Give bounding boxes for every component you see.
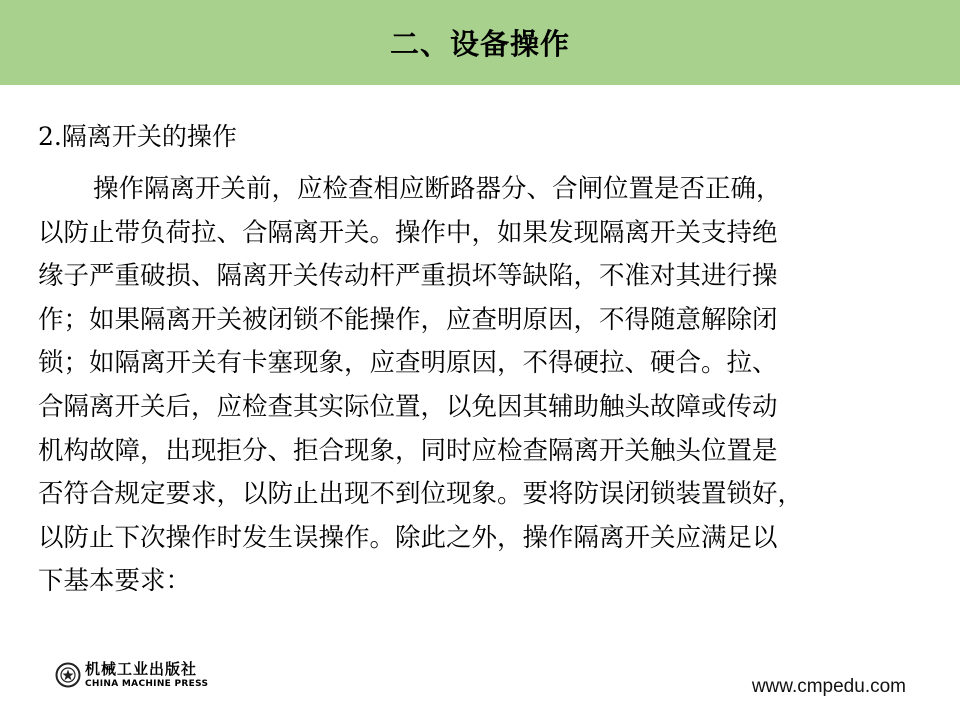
paragraph-line: 以防止带负荷拉、合隔离开关。操作中，如果发现隔离开关支持绝 xyxy=(38,217,778,248)
paragraph-line: 下基本要求： xyxy=(38,566,192,597)
paragraph-line: 以防止下次操作时发生误操作。除此之外，操作隔离开关应满足以 xyxy=(38,522,778,553)
publisher-name-cn: 机械工业出版社 xyxy=(85,660,198,678)
page-title: 二、设备操作 xyxy=(389,27,570,61)
paragraph-line: 作；如果隔离开关被闭锁不能操作，应查明原因，不得随意解除闭 xyxy=(38,304,778,335)
publisher-emblem-icon xyxy=(55,662,81,688)
paragraph-line: 机构故障，出现拒分、拒合现象，同时应检查隔离开关触头位置是 xyxy=(38,435,778,466)
body-paragraph xyxy=(38,168,918,604)
section-heading: 2.隔离开关的操作 xyxy=(38,122,237,151)
paragraph-line: 缘子严重破损、隔离开关传动杆严重损坏等缺陷，不准对其进行操 xyxy=(38,261,778,292)
paragraph-line: 操作隔离开关前，应检查相应断路器分、合闸位置是否正确， xyxy=(93,174,782,204)
publisher-name-en: CHINA MACHINE PRESS xyxy=(85,679,209,689)
paragraph-line: 否符合规定要求，以防止出现不到位现象。要将防误闭锁装置锁好， xyxy=(38,479,804,510)
title-bar xyxy=(0,0,960,85)
paragraph-line: 锁；如隔离开关有卡塞现象，应查明原因，不得硬拉、硬合。拉、 xyxy=(38,348,778,379)
publisher-logo xyxy=(55,660,255,700)
website-url[interactable]: www.cmpedu.com xyxy=(751,676,906,697)
paragraph-line: 合隔离开关后，应检查其实际位置，以免因其辅助触头故障或传动 xyxy=(38,391,778,422)
